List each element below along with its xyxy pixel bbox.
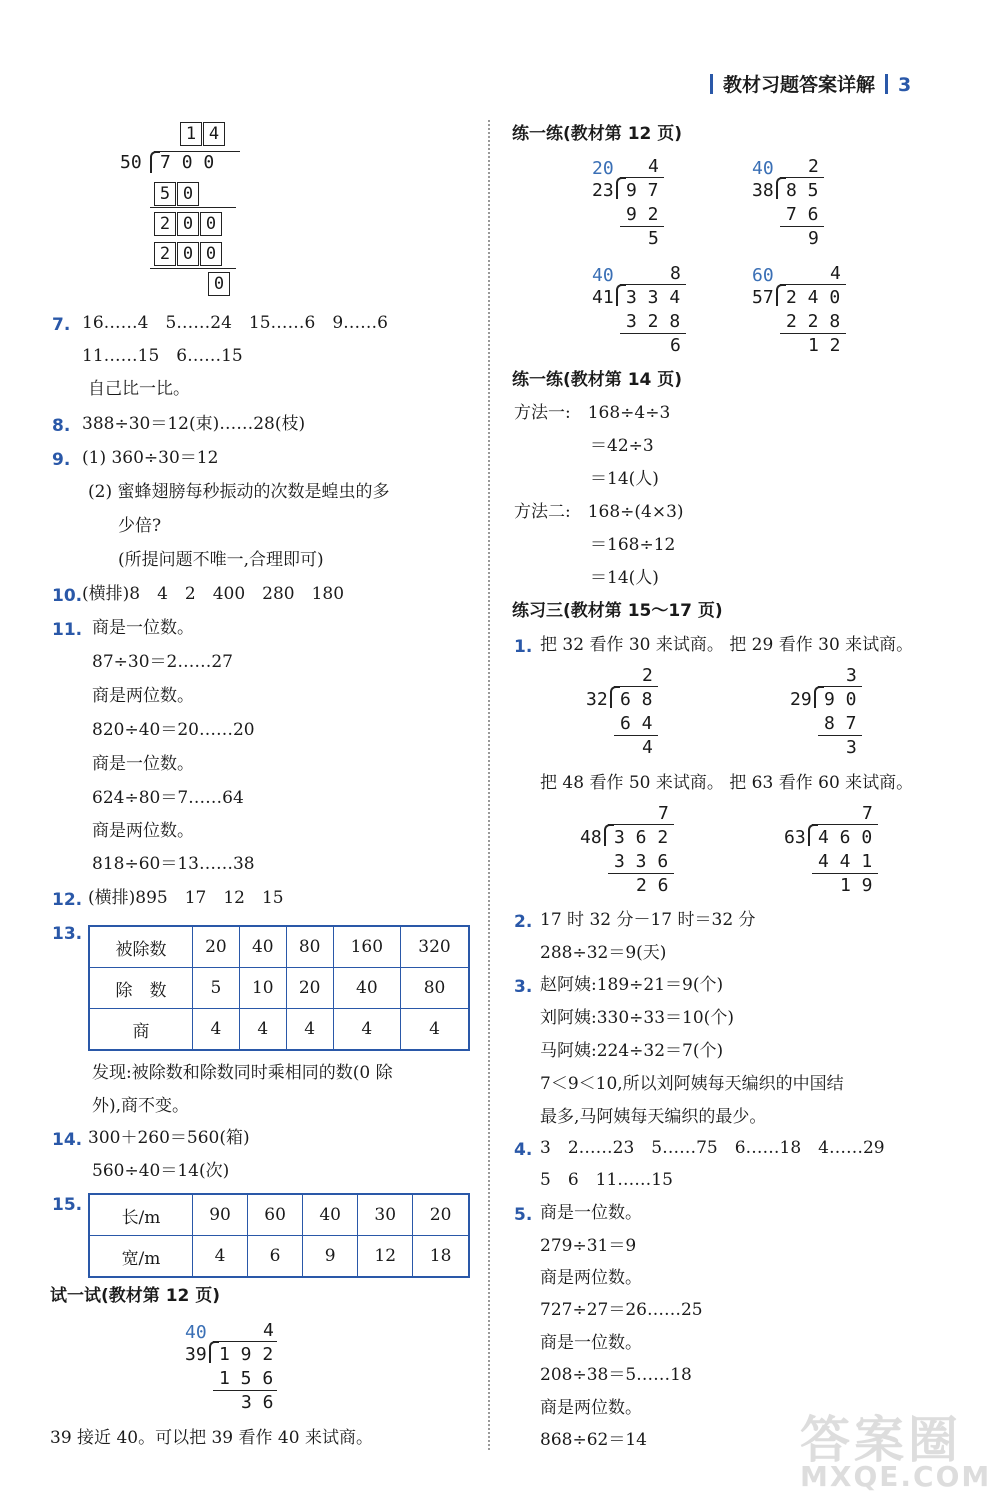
table-cell: 4 [239, 1009, 286, 1051]
q10-line: (横排)8 4 2 400 280 180 [82, 584, 345, 604]
p5-line: 商是一位数。 [540, 1203, 642, 1223]
dividend: 8 5 [786, 180, 819, 201]
long-division [592, 265, 692, 360]
table-cell: 被除数 [89, 926, 193, 968]
table-cell: 12 [358, 1236, 413, 1278]
q7-number: 7. [52, 315, 71, 335]
table-cell: 40 [303, 1194, 358, 1236]
product: 3 2 8 [626, 311, 681, 332]
quotient: 4 [648, 156, 659, 177]
p5-line: 商是一位数。 [540, 1333, 642, 1353]
long-division [784, 805, 884, 900]
p3-line: 7＜9＜10,所以刘阿姨每天编织的中国结 [540, 1074, 844, 1094]
table-cell: 10 [239, 968, 286, 1009]
p5-line: 868÷62＝14 [540, 1430, 647, 1450]
p3-line: 最多,马阿姨每天编织的最少。 [540, 1107, 767, 1127]
table-row [89, 926, 469, 968]
product: 3 3 6 [614, 851, 669, 872]
q8-number: 8. [52, 416, 71, 436]
remainder: 3 [846, 737, 857, 758]
divisor: 39 [185, 1344, 207, 1365]
table-cell: 5 [193, 968, 240, 1009]
product: 1 5 6 [219, 1368, 274, 1389]
header-bar-right [885, 74, 888, 94]
divisor: 57 [752, 287, 774, 308]
table-cell: 18 [413, 1236, 469, 1278]
remainder: 6 [670, 335, 681, 356]
table-cell: 60 [248, 1194, 303, 1236]
product: 4 4 1 [818, 851, 873, 872]
q13-note: 发现:被除数和除数同时乘相同的数(0 除 [92, 1063, 393, 1083]
divisor: 50 [120, 152, 142, 173]
estimate-hint: 60 [752, 265, 774, 286]
p3-line: 刘阿姨:330÷33＝10(个) [540, 1008, 734, 1028]
long-division [580, 805, 680, 900]
quotient: 2 [808, 156, 819, 177]
table-row [89, 1009, 469, 1051]
p2-line: 17 时 32 分－17 时＝32 分 [540, 910, 756, 930]
q7-line: 11……15 6……15 [82, 346, 243, 366]
table-cell: 20 [286, 968, 333, 1009]
dividend: 3 6 2 [614, 827, 669, 848]
p3-line: 马阿姨:224÷32＝7(个) [540, 1041, 724, 1061]
q11-line: 818÷60＝13……38 [92, 854, 255, 874]
q13-number: 13. [52, 924, 83, 944]
divisor: 38 [752, 180, 774, 201]
p5-line: 商是两位数。 [540, 1398, 642, 1418]
product-digit-box: 0 [177, 182, 199, 206]
p1-line: 把 48 看作 50 来试商。 把 63 看作 60 来试商。 [540, 773, 914, 793]
table-cell: 20 [413, 1194, 469, 1236]
table-cell: 4 [333, 1009, 400, 1051]
p1-number: 1. [514, 637, 533, 657]
table-cell: 6 [248, 1236, 303, 1278]
estimate-hint: 20 [592, 158, 614, 179]
product: 8 7 [824, 713, 857, 734]
table-cell: 160 [333, 926, 400, 968]
top-long-division [120, 122, 250, 297]
q9-line: (1) 360÷30＝12 [82, 448, 219, 468]
dividend: 9 7 [626, 180, 659, 201]
remainder: 2 6 [636, 875, 669, 896]
product-digit-box: 0 [177, 242, 199, 266]
quotient: 4 [263, 1320, 274, 1341]
table-cell: 商 [89, 1009, 193, 1051]
q10-number: 10. [52, 586, 83, 606]
remainder-digit-box: 0 [208, 272, 230, 296]
dividend: 9 0 [824, 689, 857, 710]
p4-line: 5 6 11……15 [540, 1170, 673, 1190]
table-cell: 长/m [89, 1194, 193, 1236]
page-header [700, 70, 911, 97]
dividend: 1 9 2 [219, 1344, 274, 1365]
header-title: 教材习题答案详解 [723, 74, 876, 96]
product-digit-box: 2 [154, 242, 176, 266]
method-line: ＝14(人) [590, 568, 659, 588]
dividend: 4 6 0 [818, 827, 873, 848]
product-digit-box: 5 [154, 182, 176, 206]
dividend-digit: 7 [160, 152, 171, 173]
method-line: ＝42÷3 [590, 436, 654, 456]
quotient-digit-box: 1 [180, 122, 202, 146]
q11-line: 商是一位数。 [92, 754, 194, 774]
q14-line: 300＋260＝560(箱) [88, 1128, 250, 1148]
p3-number: 3. [514, 977, 533, 997]
table-cell: 宽/m [89, 1236, 193, 1278]
dividend-digit: 0 [181, 152, 193, 173]
remainder: 5 [648, 228, 659, 249]
dividend: 3 3 4 [626, 287, 681, 308]
remainder-digit-box: 2 [154, 212, 176, 236]
table-cell: 4 [193, 1236, 248, 1278]
table-cell: 40 [239, 926, 286, 968]
product: 9 2 [626, 204, 659, 225]
q9-line: (所提问题不唯一,合理即可) [118, 550, 324, 570]
estimate-hint: 40 [592, 265, 614, 286]
dividend: 2 4 0 [786, 287, 841, 308]
p5-number: 5. [514, 1205, 533, 1225]
long-division [790, 667, 870, 762]
q9-line: 少倍? [118, 516, 162, 536]
watermark-logo: 答案圈 [800, 1411, 962, 1469]
method-line: 方法二: 168÷(4×3) [514, 502, 684, 522]
table-cell: 4 [286, 1009, 333, 1051]
q12-line: (横排)895 17 12 15 [88, 888, 284, 908]
try-long-division [185, 1322, 295, 1417]
product: 6 4 [620, 713, 653, 734]
estimate-hint: 40 [185, 1322, 207, 1343]
page-number: 3 [898, 74, 912, 96]
table-cell: 除 数 [89, 968, 193, 1009]
q11-line: 820÷40＝20……20 [92, 720, 255, 740]
q11-line: 商是两位数。 [92, 686, 194, 706]
table-cell: 80 [401, 968, 469, 1009]
section-title-p14: 练一练(教材第 14 页) [512, 370, 683, 390]
watermark-url: MXQE.COM [800, 1460, 992, 1493]
product-digit-box: 0 [200, 242, 222, 266]
q9-number: 9. [52, 450, 71, 470]
q13-note: 外),商不变。 [92, 1096, 190, 1116]
dividend: 6 8 [620, 689, 653, 710]
long-division [752, 158, 842, 253]
column-divider [488, 120, 490, 1450]
divisor: 48 [580, 827, 602, 848]
header-bar-left [710, 74, 713, 94]
q11-line: 624÷80＝7……64 [92, 788, 244, 808]
table-cell: 4 [401, 1009, 469, 1051]
remainder: 4 [642, 737, 653, 758]
method-line: ＝168÷12 [590, 535, 676, 555]
quotient: 7 [862, 803, 873, 824]
quotient-digit-box: 4 [203, 122, 225, 146]
long-division [752, 265, 852, 360]
table-cell: 20 [193, 926, 240, 968]
q11-line: 商是一位数。 [92, 618, 194, 638]
quotient: 7 [658, 803, 669, 824]
quotient: 2 [642, 665, 653, 686]
quotient: 4 [830, 263, 841, 284]
table-row [89, 968, 469, 1009]
p4-line: 3 2……23 5……75 6……18 4……29 [540, 1138, 885, 1158]
q11-line: 87÷30＝2……27 [92, 652, 233, 672]
remainder: 1 2 [808, 335, 841, 356]
long-division [586, 667, 666, 762]
remainder: 3 6 [241, 1392, 274, 1413]
p4-number: 4. [514, 1140, 533, 1160]
p1-line: 把 32 看作 30 来试商。 把 29 看作 30 来试商。 [540, 635, 914, 655]
q8-line: 388÷30＝12(束)……28(枝) [82, 414, 306, 434]
q15-number: 15. [52, 1195, 83, 1215]
try-note: 39 接近 40。可以把 39 看作 40 来试商。 [50, 1428, 373, 1448]
quotient: 8 [670, 263, 681, 284]
p5-line: 208÷38＝5……18 [540, 1365, 692, 1385]
section-title-p15: 练习三(教材第 15～17 页) [512, 601, 723, 621]
table-row [89, 1194, 469, 1236]
q7-line: 自己比一比。 [88, 379, 190, 399]
table-cell: 90 [193, 1194, 248, 1236]
section-title-p12: 练一练(教材第 12 页) [512, 124, 683, 144]
q9-line: (2) 蜜蜂翅膀每秒振动的次数是蝗虫的多 [88, 482, 390, 502]
dividend-digit: 0 [203, 152, 215, 173]
divisor: 41 [592, 287, 614, 308]
p5-line: 279÷31＝9 [540, 1236, 637, 1256]
q14-number: 14. [52, 1130, 83, 1150]
method-line: ＝14(人) [590, 469, 659, 489]
table-cell: 40 [333, 968, 400, 1009]
long-division [592, 158, 682, 253]
remainder-digit-box: 0 [200, 212, 222, 236]
table-cell: 30 [358, 1194, 413, 1236]
p5-line: 商是两位数。 [540, 1268, 642, 1288]
divisor: 23 [592, 180, 614, 201]
divisor: 63 [784, 827, 806, 848]
remainder: 1 9 [840, 875, 873, 896]
table-cell: 80 [286, 926, 333, 968]
product: 2 2 8 [786, 311, 841, 332]
q13-table [88, 925, 470, 1051]
method-line: 方法一: 168÷4÷3 [514, 403, 671, 423]
divisor: 29 [790, 689, 812, 710]
q15-table [88, 1193, 470, 1278]
q11-line: 商是两位数。 [92, 821, 194, 841]
table-cell: 9 [303, 1236, 358, 1278]
p5-line: 727÷27＝26……25 [540, 1300, 703, 1320]
table-cell: 320 [401, 926, 469, 968]
q11-number: 11. [52, 620, 83, 640]
try-section-title: 试一试(教材第 12 页) [50, 1286, 221, 1306]
product: 7 6 [786, 204, 819, 225]
p2-number: 2. [514, 912, 533, 932]
q7-line: 16……4 5……24 15……6 9……6 [82, 313, 388, 333]
remainder: 9 [808, 228, 819, 249]
table-row [89, 1236, 469, 1278]
quotient: 3 [846, 665, 857, 686]
q12-number: 12. [52, 890, 83, 910]
p2-line: 288÷32＝9(天) [540, 943, 667, 963]
divisor: 32 [586, 689, 608, 710]
table-cell: 4 [193, 1009, 240, 1051]
estimate-hint: 40 [752, 158, 774, 179]
q14-line: 560÷40＝14(次) [92, 1161, 230, 1181]
remainder-digit-box: 0 [177, 212, 199, 236]
p3-line: 赵阿姨:189÷21＝9(个) [540, 975, 724, 995]
